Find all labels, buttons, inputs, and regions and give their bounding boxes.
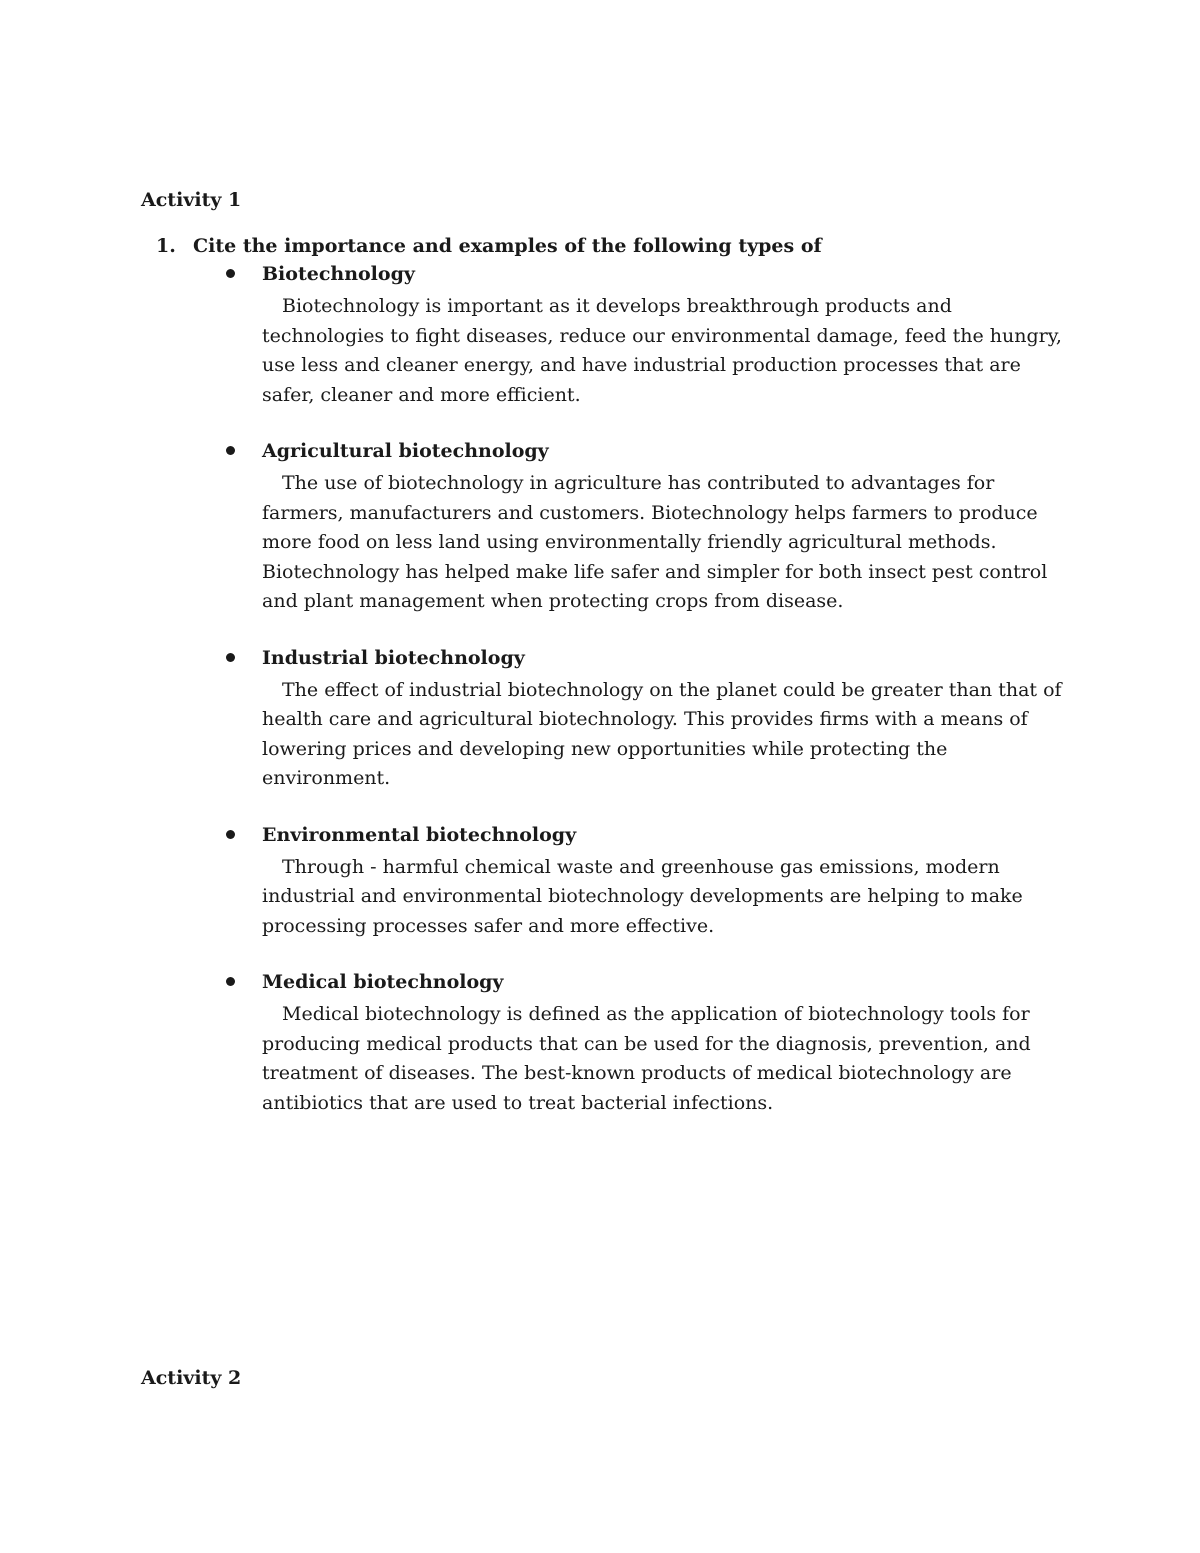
list-item-medical bbox=[222, 970, 1072, 1118]
item-title: Medical biotechnology bbox=[262, 971, 504, 993]
question-number: 1. bbox=[156, 235, 176, 257]
item-title: Environmental biotechnology bbox=[262, 823, 577, 846]
list-item-biotechnology bbox=[222, 262, 1072, 410]
activity-2-heading: Activity 2 bbox=[141, 1367, 242, 1389]
bullet-icon bbox=[226, 446, 235, 455]
list-item-agricultural bbox=[222, 439, 1072, 617]
bullet-icon bbox=[226, 269, 235, 278]
item-body: Medical biotechnology is defined as the application of biotechnology tools for producing medical products that can be used for the diagnosis, prevention, and treatment of diseases. The best-known products of medical biotechnology are antibiotics that are used to treat bacterial infections. bbox=[262, 1003, 1031, 1114]
biotech-types-list bbox=[222, 262, 1072, 1147]
question-1 bbox=[156, 234, 822, 258]
bullet-icon bbox=[226, 830, 235, 839]
item-body: Through - harmful chemical waste and greenhouse gas emissions, modern industrial and environmental biotechnology developments are helping to make processing processes safer and more effective. bbox=[262, 855, 1023, 937]
item-title: Agricultural biotechnology bbox=[262, 440, 549, 462]
item-title: Industrial biotechnology bbox=[262, 646, 525, 669]
item-body: Biotechnology is important as it develops breakthrough products and technologies to fight diseases, reduce our environmental damage, feed the hungry, use less and cleaner energy, and have industrial production processes that are safer, cleaner and more efficient. bbox=[262, 295, 1062, 406]
item-title: Biotechnology bbox=[262, 263, 415, 285]
item-body: The use of biotechnology in agriculture has contributed to advantages for farmers, manufacturers and customers. Biotechnology helps farmers to produce more food on less land using environmentally friendly agricultural methods. Biotechnology has helped make life safer and simpler for both insect pest control and plant management when protecting crops from disease. bbox=[262, 472, 1048, 612]
activity-1-heading: Activity 1 bbox=[141, 189, 242, 211]
question-text: Cite the importance and examples of the following types of bbox=[193, 235, 822, 257]
list-item-industrial bbox=[222, 646, 1072, 794]
item-body: The effect of industrial biotechnology on the planet could be greater than that of health care and agricultural biotechnology. This provides firms with a means of lowering prices and developing new opportunities while protecting the environment. bbox=[262, 678, 1062, 789]
list-item-environmental bbox=[222, 823, 1072, 942]
bullet-icon bbox=[226, 653, 235, 662]
bullet-icon bbox=[226, 977, 235, 986]
